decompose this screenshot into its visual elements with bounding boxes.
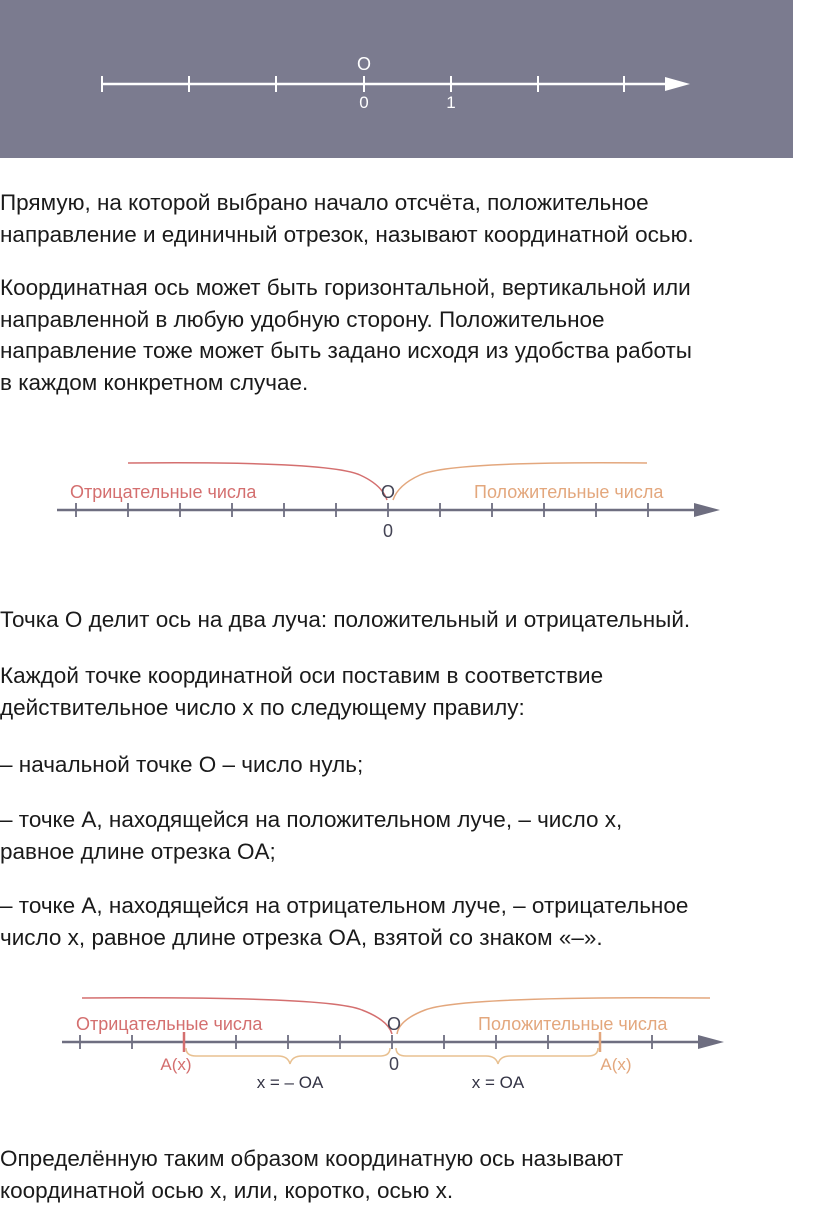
text-line: Точка О делит ось на два луча: положительный и отрицательный. [0, 607, 691, 632]
positive-numbers-label: Положительные числа [474, 482, 664, 502]
text-line: – точке А, находящейся на положительном луче, – число x, [0, 807, 623, 832]
tick-label-one: 1 [446, 93, 456, 112]
rule-negative-item [0, 890, 816, 953]
brace-right [396, 1048, 598, 1064]
negative-numbers-label: Отрицательные числа [76, 1014, 263, 1034]
text-line: равное длине отрезка OA; [0, 838, 276, 864]
text-line: Каждой точке координатной оси поставим в соответствие [0, 663, 604, 688]
origin-label: O [386, 1014, 402, 1034]
text-line: Определённую таким образом координатную ось называют [0, 1146, 624, 1171]
axis-arrow [698, 1035, 724, 1049]
text-line: в каждом конкретном случае. [0, 369, 309, 395]
axis-arrow [665, 77, 690, 91]
zero-label: 0 [388, 1054, 400, 1074]
rays-paragraph [0, 604, 816, 636]
point-a-left-label: A(x) [160, 1055, 192, 1074]
text-line: координатной осью x, или, коротко, осью x. [0, 1177, 454, 1203]
negative-numbers-label: Отрицательные числа [70, 482, 257, 502]
origin-label: O [356, 54, 372, 74]
rule-origin-item [0, 749, 816, 781]
brace-left [186, 1048, 390, 1064]
figure-unit-axis [0, 0, 793, 158]
origin-label: O [380, 482, 396, 502]
text-line: Прямую, на которой выбрано начало отсчёта, положительное [0, 190, 649, 215]
axis-arrow [694, 503, 720, 517]
figure-points [0, 988, 816, 1098]
text-line: – точке А, находящейся на отрицательном луче, – отрицательное [0, 893, 689, 918]
text-line: направленной в любую удобную сторону. Положительное [0, 306, 605, 332]
text-line: действительное число x по следующему правилу: [0, 694, 525, 720]
point-a-right-label: A(x) [600, 1055, 632, 1074]
text-line: направление тоже может быть задано исходя из удобства работы [0, 338, 692, 363]
definition-paragraph [0, 187, 816, 250]
text-line: направление и единичный отрезок, называют координатной осью. [0, 221, 694, 247]
text-line: Координатная ось может быть горизонтальной, вертикальной или [0, 275, 691, 300]
text-line: число x, равное длине отрезка OA, взятой со знаком «–». [0, 924, 603, 950]
zero-label: 0 [382, 521, 394, 541]
orientation-paragraph [0, 272, 816, 398]
brace-left-label: x = – OA [256, 1073, 324, 1092]
rule-intro-paragraph [0, 660, 816, 723]
positive-numbers-label: Положительные числа [478, 1014, 668, 1034]
conclusion-paragraph [0, 1143, 816, 1206]
tick-label-zero: 0 [359, 93, 369, 112]
rule-positive-item [0, 804, 816, 867]
brace-right-label: x = OA [471, 1073, 525, 1092]
figure-rays [0, 455, 816, 545]
text-line: – начальной точке О – число нуль; [0, 752, 364, 777]
